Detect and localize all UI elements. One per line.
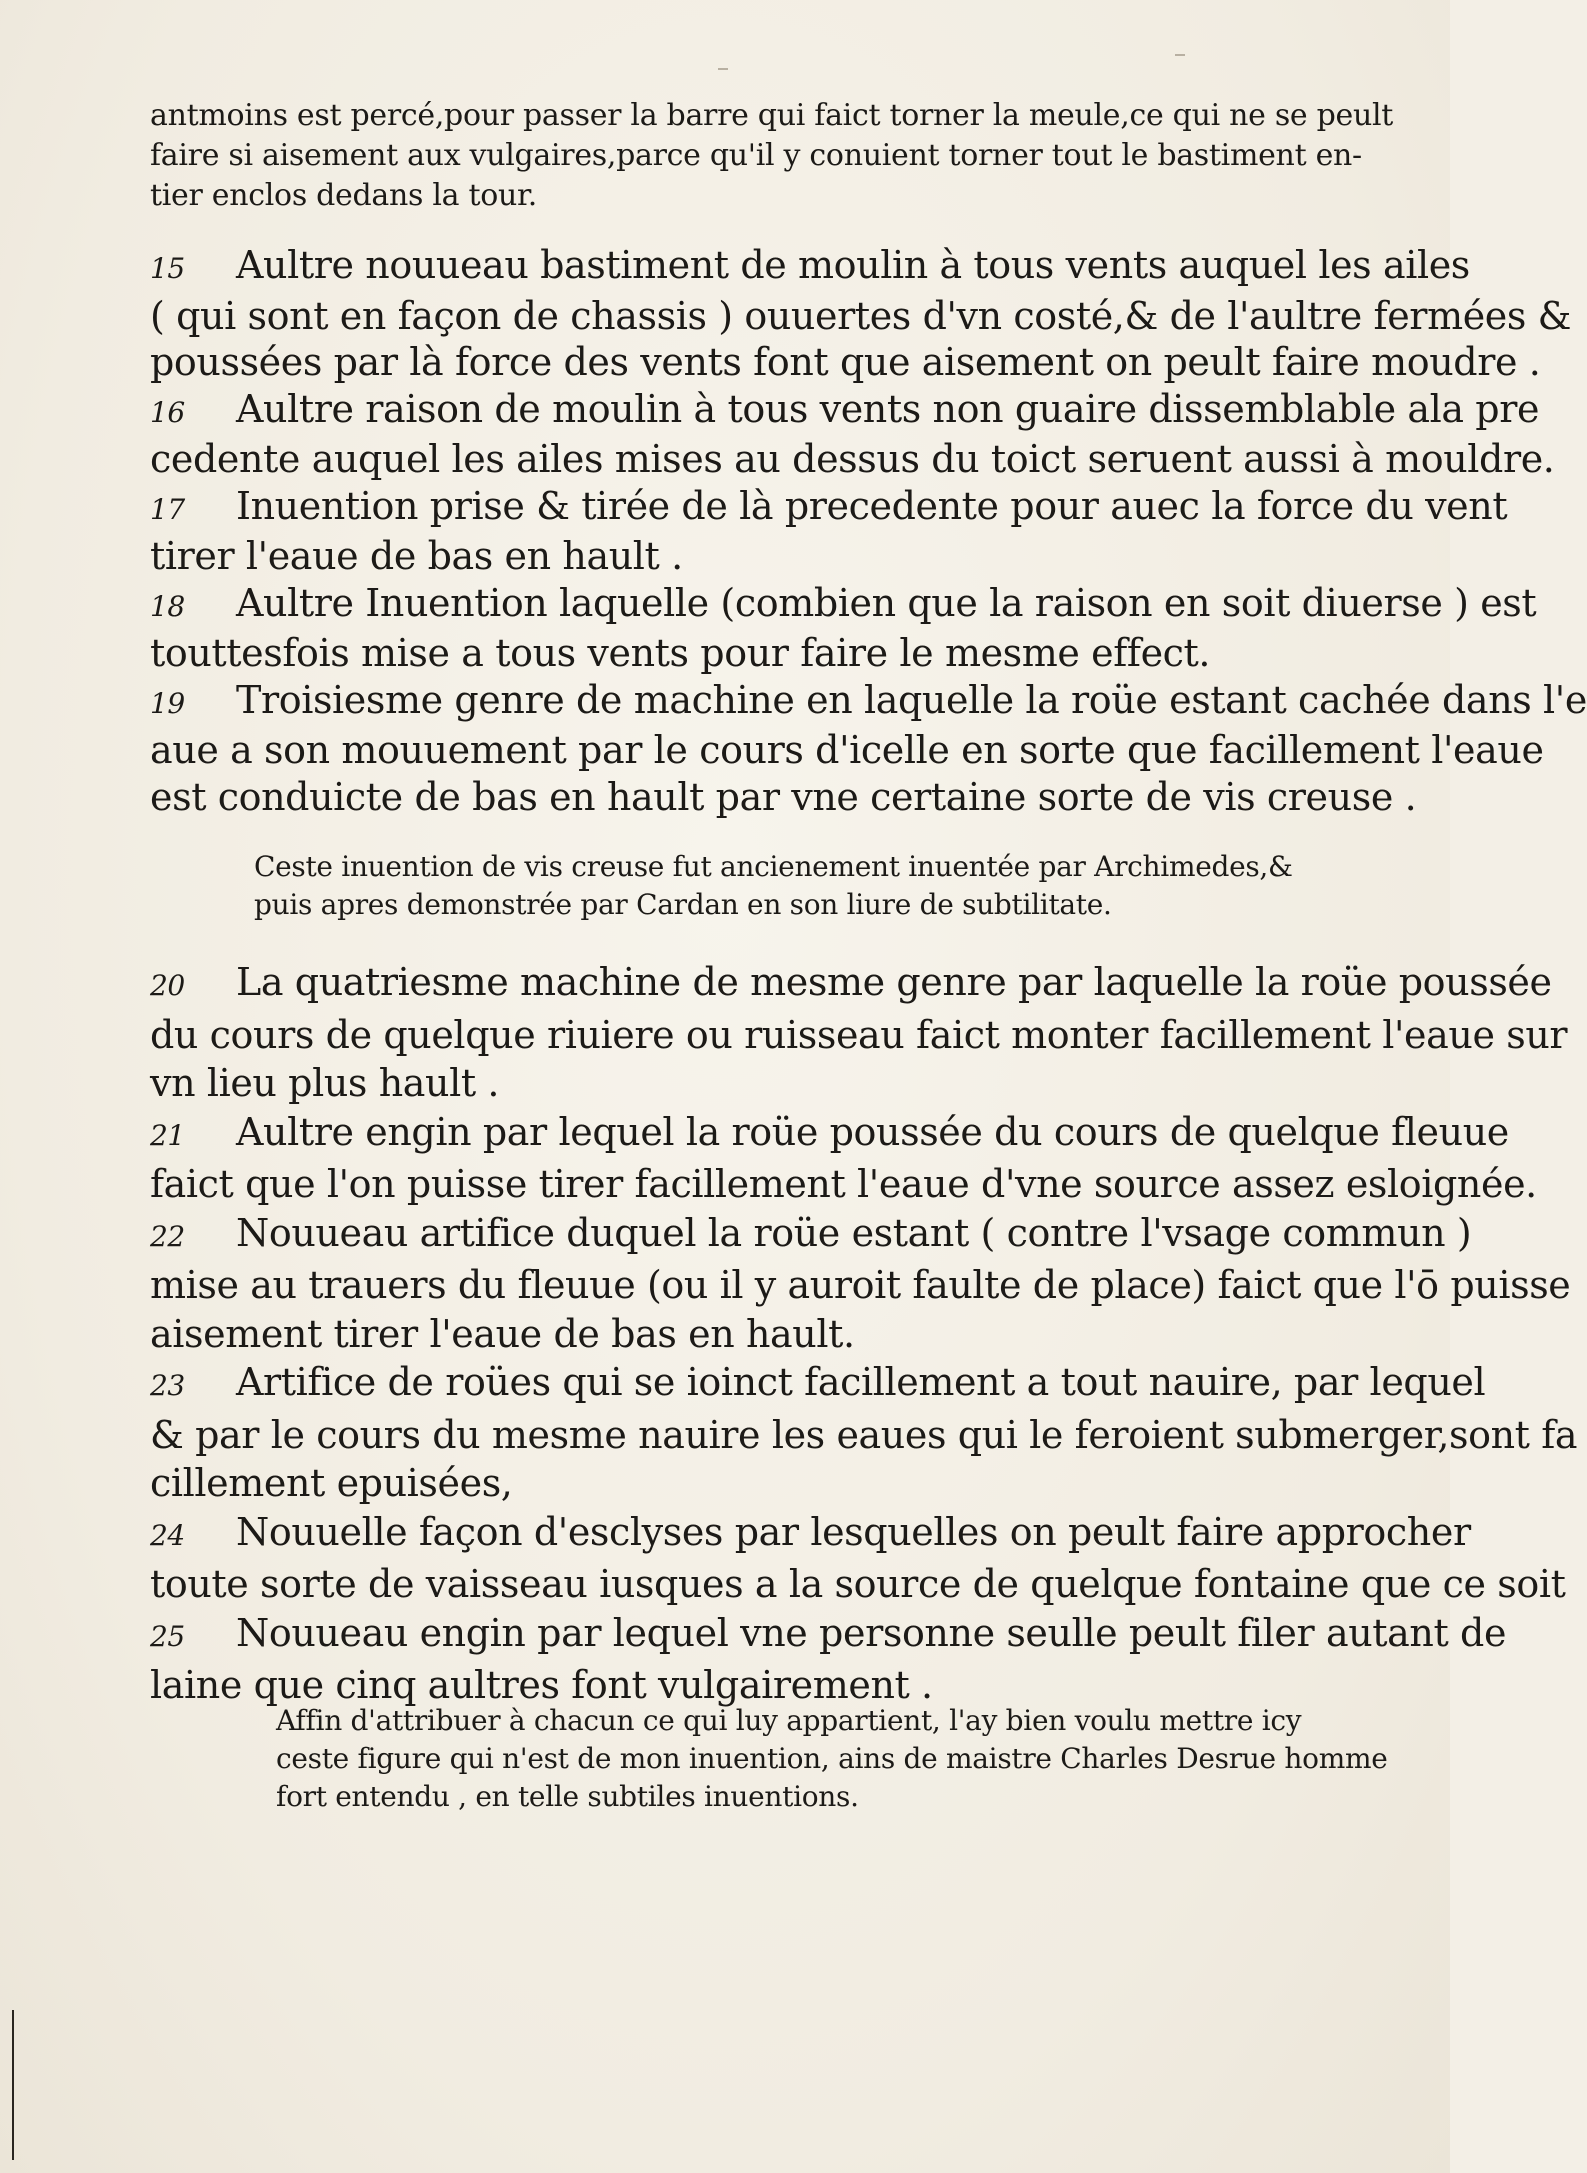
entry-22-line: aisement tirer l'eaue de bas en hault.	[150, 1311, 855, 1356]
entry-number: 15	[150, 252, 185, 285]
entry-19-line: est conduicte de bas en hault par vne certaine sorte de vis creuse .	[150, 774, 1417, 819]
entry-15-line: poussées par là force des vents font que aisement on peult faire moudre .	[150, 340, 1541, 384]
entry-number: 23	[150, 1369, 185, 1402]
entry-22-line: 22 Nouueau artifice duquel la roüe estant ( contre l'vsage commun )	[150, 1209, 1370, 1262]
note-line: fort entendu , en telle subtiles inuentions.	[276, 1780, 859, 1813]
entry-21-line: faict que l'on puisse tirer facillement l'eaue d'vne source assez esloignée.	[150, 1162, 1537, 1206]
note-line: Affin d'attribuer à chacun ce qui luy appartient, l'ay bien voulu mettre icy	[276, 1704, 1302, 1737]
entry-number: 21	[150, 1118, 185, 1152]
intro-line: tier enclos dedans la tour.	[150, 178, 537, 213]
entry-18-line: touttesfois mise a tous vents pour faire le mesme effect.	[150, 631, 1211, 675]
entry-17-line: tirer l'eaue de bas en hault .	[150, 534, 683, 578]
entry-number: 17	[150, 492, 185, 526]
entry-20-line: vn lieu plus hault .	[150, 1061, 500, 1105]
entry-20-line: du cours de quelque riuiere ou ruisseau faict monter facillement l'eaue sur	[150, 1012, 1568, 1057]
entry-number: 22	[150, 1219, 185, 1253]
note-attribution	[276, 1702, 1388, 1816]
entry-number: 16	[150, 395, 185, 429]
entry-15-line: ( qui sont en façon de chassis ) ouuertes d'vn costé,& de l'aultre fermées &	[150, 293, 1572, 338]
intro-paragraph	[150, 96, 1394, 216]
entry-number: 19	[150, 686, 185, 720]
entry-19-line: 19 Troisiesme genre de machine en laquelle la roüe estant cachée dans l'e	[150, 677, 1370, 728]
entry-23-line: & par le cours du mesme nauire les eaues qui le feroient submerger,sont fa	[150, 1412, 1578, 1457]
speck-mark	[1175, 54, 1185, 56]
note-line: ceste figure qui n'est de mon inuention, ains de maistre Charles Desrue homme	[276, 1742, 1388, 1775]
note-archimedes	[254, 848, 1364, 924]
note-line: puis apres demonstrée par Cardan en son liure de subtilitate.	[254, 888, 1112, 921]
entry-19-line: aue a son mouuement par le cours d'icelle en sorte que facillement l'eaue	[150, 728, 1544, 772]
entry-17-line: 17 Inuention prise & tirée de là precedente pour auec la force du vent	[150, 483, 1370, 534]
entry-25-line: laine que cinq aultres font vulgairement .	[150, 1663, 933, 1707]
entry-18-line: 18 Aultre Inuention laquelle (combien que la raison en soit diuerse ) est	[150, 580, 1370, 631]
entry-24-line: toute sorte de vaisseau iusques a la source de quelque fontaine que ce soit	[150, 1562, 1566, 1606]
entry-24-line: 24 Nouuelle façon d'esclyses par lesquelles on peult faire approcher	[150, 1508, 1370, 1561]
entry-25-line: 25 Nouueau engin par lequel vne personne seulle peult filer autant de	[150, 1609, 1370, 1662]
entry-number: 20	[150, 969, 185, 1002]
entry-16-line: 16 Aultre raison de moulin à tous vents non guaire dissemblable ala pre	[150, 386, 1370, 437]
entries-list-second	[150, 958, 1578, 1710]
page-edge-mark	[12, 2010, 28, 2160]
intro-line: faire si aisement aux vulgaires,parce qu'il y conuient torner tout le bastiment en-	[150, 138, 1362, 173]
entry-21-line: 21 Aultre engin par lequel la roüe poussée du cours de quelque fleuue	[150, 1108, 1370, 1161]
entry-15-line: 15 Aultre nouueau bastiment de moulin à tous vents auquel les ailes	[150, 242, 1370, 293]
entry-number: 24	[150, 1518, 185, 1552]
entry-number: 25	[150, 1619, 185, 1653]
intro-line: antmoins est percé,pour passer la barre qui faict torner la meule,ce qui ne se peult	[150, 98, 1394, 133]
entry-20-line: 20 La quatriesme machine de mesme genre par laquelle la roüe poussée	[150, 958, 1370, 1011]
note-line: Ceste inuention de vis creuse fut ancienement inuentée par Archimedes,&	[254, 850, 1293, 883]
entry-number: 18	[150, 589, 185, 623]
speck-mark	[718, 68, 728, 70]
entry-23-line: 23 Artifice de roües qui se ioinct facillement a tout nauire, par lequel	[150, 1358, 1370, 1411]
entries-list-first	[150, 242, 1587, 820]
entry-22-line: mise au trauers du fleuue (ou il y auroit faulte de place) faict que l'ō puisse	[150, 1263, 1571, 1307]
entry-16-line: cedente auquel les ailes mises au dessus du toict seruent aussi à mouldre.	[150, 437, 1555, 481]
entry-23-line: cillement epuisées,	[150, 1461, 513, 1505]
